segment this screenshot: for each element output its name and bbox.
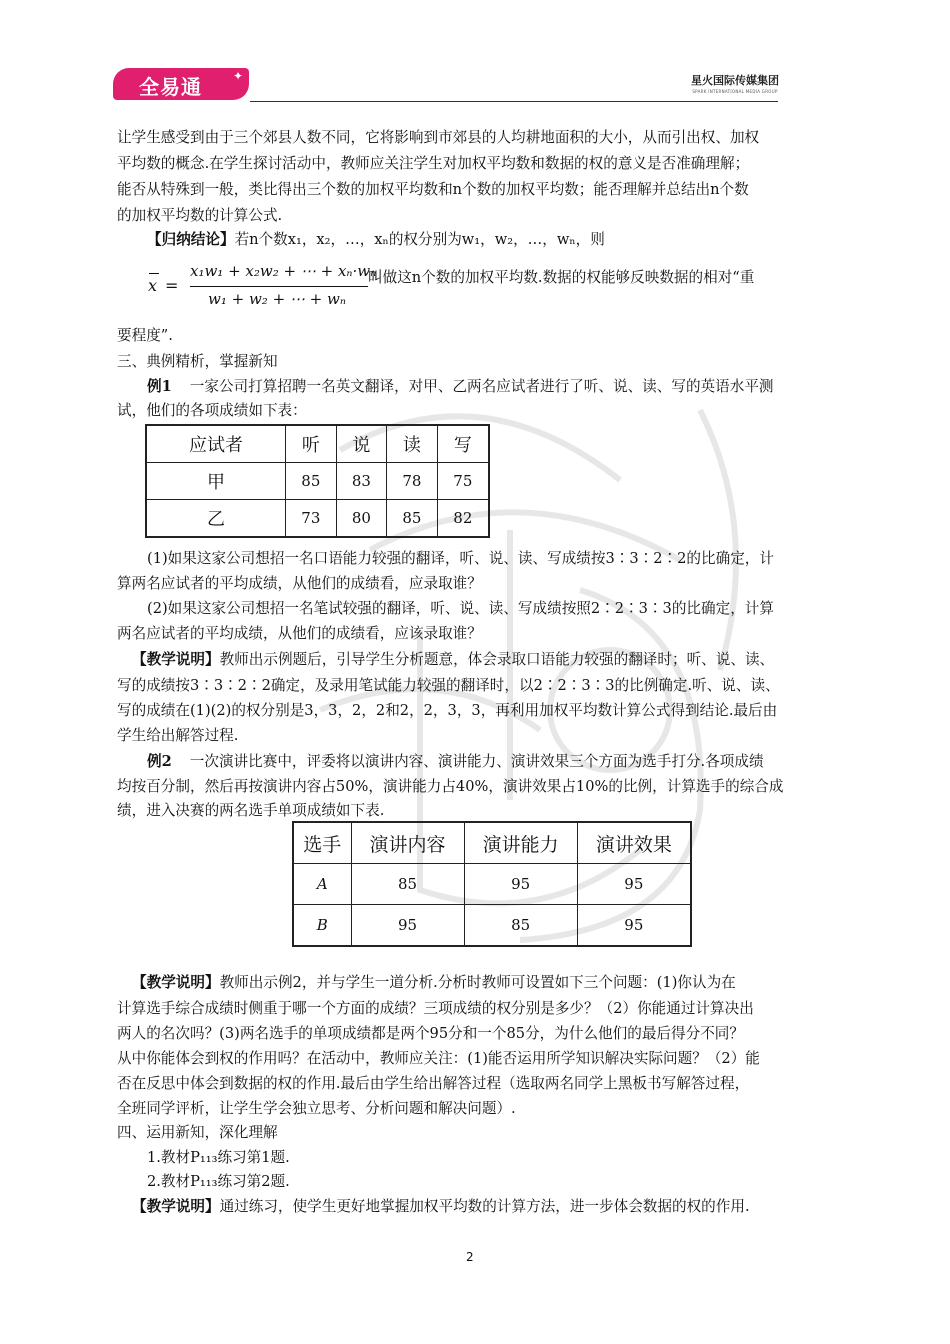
section-title: 三、典例精析，掌握新知 bbox=[117, 353, 278, 370]
mean-bar bbox=[149, 273, 159, 274]
logo-text: 全易通 bbox=[139, 75, 202, 99]
table-header-row bbox=[146, 425, 489, 463]
exercise-item: 1.教材P₁₁₃练习第1题. bbox=[147, 1149, 290, 1166]
table-header-cell: 演讲内容 bbox=[351, 822, 464, 864]
example2-line: 均按百分制，然后再按演讲内容占50%，演讲能力占40%，演讲效果占10%的比例，计算选手的综合成 bbox=[117, 778, 784, 795]
conclusion-line bbox=[147, 230, 605, 250]
example2-text: 一次演讲比赛中，评委将以演讲内容、演讲能力、演讲效果三个方面为选手打分.各项成绩 bbox=[189, 753, 764, 770]
table-header-cell: 读 bbox=[387, 425, 438, 463]
table-row bbox=[293, 905, 691, 947]
intro-line: 平均数的概念.在学生探讨活动中，教师应关注学生对加权平均数和数据的权的意义是否准确理解； bbox=[117, 155, 750, 172]
brand-logo bbox=[113, 68, 249, 100]
teaching-note-text: 教师出示例2，并与学生一道分析.分析时教师可设置如下三个问题：(1)你认为在 bbox=[219, 974, 736, 991]
table-cell: 82 bbox=[437, 500, 489, 538]
teaching-note-line: 学生给出解答过程. bbox=[117, 727, 239, 744]
intro-line: 能否从特殊到一般，类比得出三个数的加权平均数和n个数的加权平均数；能否理解并总结出n个数 bbox=[117, 181, 749, 198]
weighted-mean-formula bbox=[148, 262, 377, 312]
teaching-note-tag: 【教学说明】 bbox=[132, 1198, 220, 1215]
table-header-cell: 选手 bbox=[293, 822, 351, 864]
teaching-note-line: 全班同学评析，让学生学会独立思考、分析问题和解决问题）. bbox=[117, 1100, 516, 1117]
table-cell: 乙 bbox=[146, 500, 286, 538]
teaching-note-line bbox=[132, 650, 774, 670]
table-cell: 85 bbox=[464, 905, 577, 947]
example1-text: 一家公司打算招聘一名英文翻译，对甲、乙两名应试者进行了听、说、读、写的英语水平测 bbox=[189, 378, 774, 395]
table-cell: 75 bbox=[437, 463, 489, 500]
table-cell: 73 bbox=[286, 500, 337, 538]
teaching-note-line: 两人的名次吗？(3)两名选手的单项成绩都是两个95分和一个85分，为什么他们的最后得分不同？ bbox=[117, 1025, 744, 1042]
example2-line bbox=[147, 752, 764, 772]
exercise-item: 2.教材P₁₁₃练习第2题. bbox=[147, 1173, 290, 1190]
publisher-name: 星火国际传媒集团 bbox=[691, 74, 779, 87]
table-cell: 95 bbox=[577, 905, 691, 947]
table-cell: 95 bbox=[577, 864, 691, 905]
table-cell: B bbox=[293, 905, 351, 947]
table-cell: A bbox=[293, 864, 351, 905]
table-cell: 85 bbox=[387, 500, 438, 538]
conclusion-text: 若n个数x₁，x₂，…，xₙ的权分别为w₁，w₂，…，wₙ，则 bbox=[234, 231, 605, 248]
table-header-row bbox=[293, 822, 691, 864]
example2-label: 例2 bbox=[147, 753, 172, 770]
teaching-note-text: 教师出示例题后，引导学生分析题意，体会录取口语能力较强的翻译时；听、说、读、 bbox=[219, 651, 775, 668]
table-header-cell: 写 bbox=[437, 425, 489, 463]
teaching-note-line: 否在反思中体会到数据的权的作用.最后由学生给出解答过程（选取两名同学上黑板书写解答过程， bbox=[117, 1075, 750, 1092]
table-header-cell: 应试者 bbox=[146, 425, 286, 463]
table-cell: 80 bbox=[336, 500, 387, 538]
table-cell: 85 bbox=[286, 463, 337, 500]
table-cell: 78 bbox=[387, 463, 438, 500]
teaching-note-line: 计算选手综合成绩时侧重于哪一个方面的成绩？三项成绩的权分别是多少？（2）你能通过计算决出 bbox=[117, 1000, 754, 1017]
teaching-note-line: 写的成绩按3∶3∶2∶2确定，及录用笔试能力较强的翻译时，以2∶2∶3∶3的比例确定.听、说、读、 bbox=[117, 677, 780, 694]
table-header-cell: 听 bbox=[286, 425, 337, 463]
publisher-brand bbox=[690, 72, 780, 94]
example2-line: 绩，进入决赛的两名选手单项成绩如下表. bbox=[117, 802, 385, 819]
question-line: 算两名应试者的平均成绩，从他们的成绩看，应录取谁？ bbox=[117, 575, 482, 592]
table-header-cell: 说 bbox=[336, 425, 387, 463]
table-cell: 95 bbox=[351, 905, 464, 947]
table-cell: 83 bbox=[336, 463, 387, 500]
teaching-note-text: 通过练习，使学生更好地掌握加权平均数的计算方法，进一步体会数据的权的作用. bbox=[219, 1198, 750, 1215]
question-line: (1)如果这家公司想招一名口语能力较强的翻译，听、说、读、写成绩按3∶3∶2∶2的比确定，计 bbox=[147, 550, 774, 567]
page-number: 2 bbox=[466, 1250, 474, 1264]
sparkle-icon: ✦ bbox=[232, 69, 243, 83]
formula-lhs: x bbox=[148, 276, 158, 295]
example1-label: 例1 bbox=[147, 378, 172, 395]
intro-line: 让学生感受到由于三个郊县人数不同，它将影响到市郊县的人均耕地面积的大小，从而引出权、加权 bbox=[117, 129, 760, 146]
example2-table bbox=[292, 821, 692, 947]
publisher-name-en: SPARK INTERNATIONAL MEDIA GROUP bbox=[692, 89, 778, 94]
teaching-note-tag: 【教学说明】 bbox=[132, 651, 220, 668]
teaching-note-line bbox=[132, 973, 736, 993]
table-row bbox=[293, 864, 691, 905]
table-header-cell: 演讲能力 bbox=[464, 822, 577, 864]
question-line: 两名应试者的平均成绩，从他们的成绩看，应该录取谁？ bbox=[117, 625, 482, 642]
fraction-bar bbox=[190, 286, 368, 287]
formula-numerator: x₁w₁ + x₂w₂ + ⋯ + xₙ·wₙ bbox=[190, 262, 377, 280]
table-cell: 95 bbox=[464, 864, 577, 905]
table-row bbox=[146, 463, 489, 500]
table-cell: 85 bbox=[351, 864, 464, 905]
intro-line: 的加权平均数的计算公式. bbox=[117, 207, 283, 224]
teaching-note-line: 从中你能体会到权的作用吗？在活动中，教师应关注：(1)能否运用所学知识解决实际问题？（2）能 bbox=[117, 1050, 760, 1067]
formula-equals: = bbox=[165, 276, 179, 295]
example1-table bbox=[145, 424, 490, 538]
question-line: (2)如果这家公司想招一名笔试较强的翻译，听、说、读、写成绩按照2∶2∶3∶3的比确定，计算 bbox=[147, 600, 774, 617]
table-cell: 甲 bbox=[146, 463, 286, 500]
example1-line: 试，他们的各项成绩如下表： bbox=[117, 402, 307, 419]
table-row bbox=[146, 500, 489, 538]
section-title: 四、运用新知，深化理解 bbox=[117, 1124, 278, 1141]
example1-line bbox=[147, 377, 774, 397]
teaching-note-tag: 【教学说明】 bbox=[132, 974, 220, 991]
table-header-cell: 演讲效果 bbox=[577, 822, 691, 864]
header-rule bbox=[250, 101, 778, 102]
formula-explanation-tail: 要程度”. bbox=[117, 327, 173, 344]
conclusion-tag: 【归纳结论】 bbox=[147, 231, 235, 248]
formula-denominator: w₁ + w₂ + ⋯ + wₙ bbox=[208, 290, 346, 308]
teaching-note-line: 写的成绩在(1)(2)的权分别是3，3，2，2和2，2，3，3，再利用加权平均数计算公式得到结论.最后由 bbox=[117, 702, 778, 719]
formula-explanation: 叫做这n个数的加权平均数.数据的权能够反映数据的相对“重 bbox=[368, 269, 755, 286]
teaching-note-line bbox=[132, 1197, 750, 1217]
